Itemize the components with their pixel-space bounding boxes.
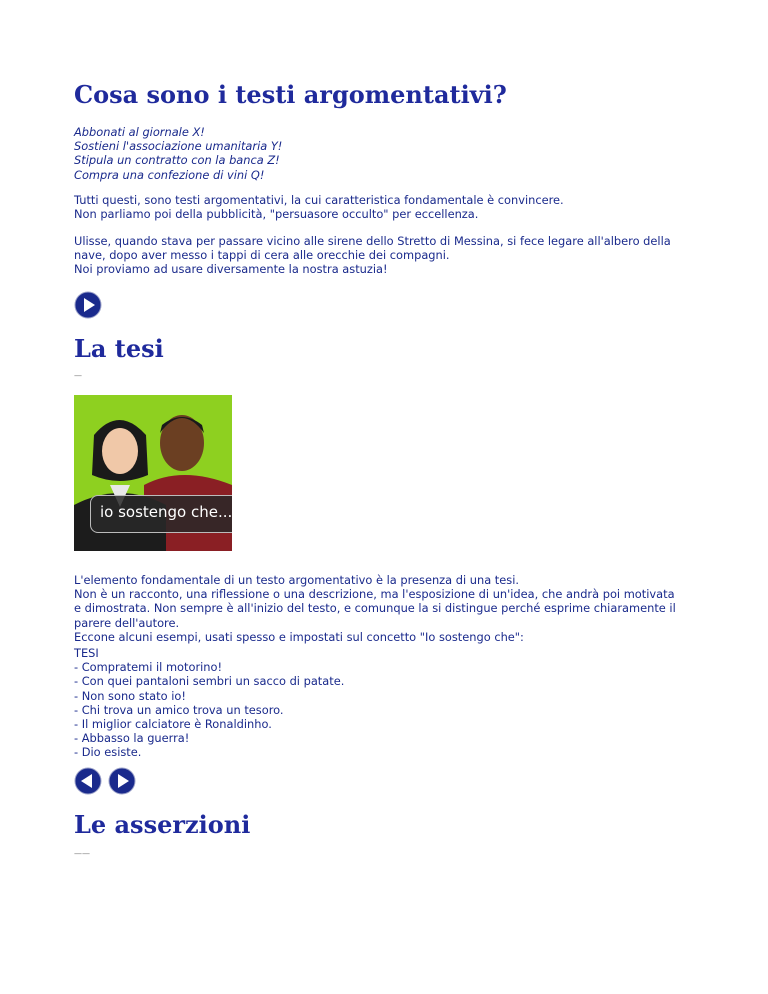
- intro-paragraph: [74, 193, 704, 221]
- list-item: - Con quei pantaloni sembri un sacco di patate.: [74, 674, 345, 689]
- photo-caption: io sostengo che...: [100, 503, 232, 521]
- nav-buttons-section2: [74, 767, 136, 795]
- slogan-line: Sostieni l'associazione umanitaria Y!: [74, 139, 283, 154]
- list-item: - Non sono stato io!: [74, 688, 186, 703]
- ulisse-paragraph: [74, 234, 704, 277]
- tesi-paragraph: [74, 573, 704, 644]
- arrow-right-circle-icon[interactable]: [74, 291, 102, 319]
- paragraph-line: Eccone alcuni esempi, usati spesso e impostati sul concetto "Io sostengo che":: [74, 629, 524, 644]
- slogan-line: Abbonati al giornale X!: [74, 125, 205, 139]
- tesi-examples-list: [74, 646, 704, 760]
- paragraph-line: nave, dopo aver messo i tappi di cera alle orecchie dei compagni.: [74, 248, 450, 263]
- list-heading: TESI: [74, 646, 99, 660]
- debate-photo: [74, 395, 232, 551]
- paragraph-line: Noi proviamo ad usare diversamente la nostra astuzia!: [74, 262, 388, 277]
- paragraph-line: L'elemento fondamentale di un testo argomentativo è la presenza di una tesi.: [74, 573, 519, 587]
- section-title-le-asserzioni: Le asserzioni: [74, 810, 251, 839]
- example-slogans: [74, 125, 704, 182]
- list-item: - Il miglior calciatore è Ronaldinho.: [74, 717, 272, 732]
- paragraph-line: Non è un racconto, una riflessione o una descrizione, ma l'esposizione di un'idea, che andrà poi motivata: [74, 587, 675, 602]
- section-title-la-tesi: La tesi: [74, 334, 164, 363]
- section-divider: ——: [74, 849, 90, 858]
- arrow-left-circle-icon[interactable]: [74, 767, 102, 795]
- arrow-right-circle-icon[interactable]: [108, 767, 136, 795]
- section-divider: —: [74, 371, 82, 380]
- list-item: - Abbasso la guerra!: [74, 731, 190, 746]
- paragraph-line: Non parliamo poi della pubblicità, "persuasore occulto" per eccellenza.: [74, 207, 479, 222]
- paragraph-line: Ulisse, quando stava per passare vicino alle sirene dello Stretto di Messina, si fece legare all'albero della: [74, 234, 671, 248]
- paragraph-line: parere dell'autore.: [74, 615, 180, 630]
- paragraph-line: e dimostrata. Non sempre è all'inizio del testo, e comunque la si distingue perché esprime chiaramente il: [74, 601, 676, 616]
- slogan-line: Stipula un contratto con la banca Z!: [74, 153, 280, 168]
- nav-buttons-section1: [74, 291, 102, 319]
- slogan-line: Compra una confezione di vini Q!: [74, 167, 265, 182]
- list-item: - Dio esiste.: [74, 745, 142, 760]
- list-item: - Chi trova un amico trova un tesoro.: [74, 702, 284, 717]
- paragraph-line: Tutti questi, sono testi argomentativi, la cui caratteristica fondamentale è convincere.: [74, 193, 564, 207]
- section-title-testi-argomentativi: Cosa sono i testi argomentativi?: [74, 80, 507, 109]
- list-item: - Compratemi il motorino!: [74, 660, 223, 675]
